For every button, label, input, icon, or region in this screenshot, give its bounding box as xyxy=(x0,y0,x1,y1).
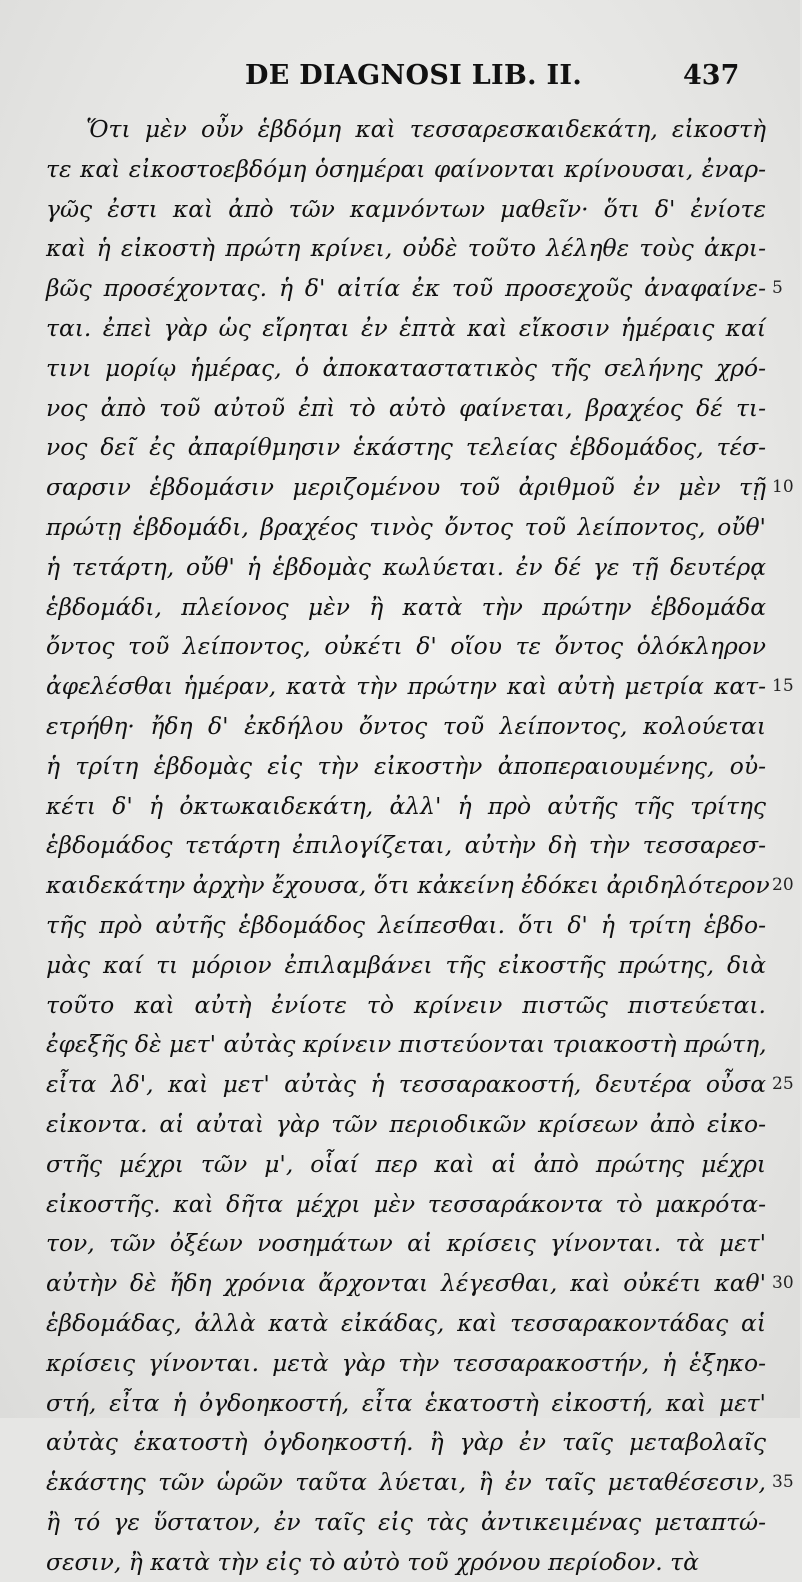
text-line-content: νος δεῖ ἐς ἀπαρίθμησιν ἑκάστης τελείας ἑβδομάδος, τέσ- xyxy=(46,433,766,462)
text-line-content: ἑβδομάδας, ἀλλὰ κατὰ εἰκάδας, καὶ τεσσαρακοντάδας αἱ xyxy=(46,1308,766,1337)
line-number-marker: 10 xyxy=(772,477,794,498)
text-line-content: αὐτὴν δὲ ἤδη χρόνια ἄρχονται λέγεσθαι, καὶ οὐκέτι καθ' xyxy=(46,1269,766,1298)
text-line xyxy=(46,1423,766,1463)
text-line-content: Ὅτι μὲν οὖν ἑβδόμη καὶ τεσσαρεσκαιδεκάτη, εἰκοστὴ xyxy=(86,115,766,143)
text-line-content: τῆς πρὸ αὐτῆς ἑβδομάδος λείπεσθαι. ὅτι δ' ἡ τρίτη ἑβδο- xyxy=(46,910,766,939)
page-number: 437 xyxy=(683,60,740,91)
running-title: DE DIAGNOSI LIB. II. xyxy=(245,60,583,91)
text-line-content: βῶς προσέχοντας. ἡ δ' αἰτία ἐκ τοῦ προσεχοῦς ἀναφαίνε- xyxy=(46,274,766,303)
text-line-content: ἡ τετάρτη, οὔθ' ἡ ἑβδομὰς κωλύεται. ἐν δέ γε τῇ δευτέρᾳ xyxy=(46,552,766,581)
page-header xyxy=(0,58,800,98)
text-line-content: στῆς μέχρι τῶν μ', οἷαί περ καὶ αἱ ἀπὸ πρώτης μέχρι xyxy=(46,1149,766,1178)
text-line xyxy=(46,150,766,190)
text-line-content: καιδεκάτην ἀρχὴν ἔχουσα, ὅτι κἀκείνη ἐδόκει ἀριδηλότερον xyxy=(46,871,770,900)
text-line xyxy=(46,906,766,946)
text-line-content: εἰκοστῆς. καὶ δῆτα μέχρι μὲν τεσσαράκοντα τὸ μακρότα- xyxy=(46,1189,766,1218)
line-number-marker: 35 xyxy=(772,1472,794,1493)
line-number-marker: 25 xyxy=(772,1074,794,1095)
text-line-content: στή, εἶτα ἡ ὀγδοηκοστή, εἶτα ἑκατοστὴ εἰκοστή, καὶ μετ' xyxy=(46,1388,766,1417)
text-line xyxy=(46,667,794,707)
text-line xyxy=(46,946,766,986)
text-line-content: ὄντος τοῦ λείποντος, οὐκέτι δ' οἵου τε ὄντος ὁλόκληρον xyxy=(46,632,766,661)
text-line xyxy=(46,866,794,906)
text-line xyxy=(46,1264,794,1304)
text-line xyxy=(46,548,766,588)
text-line-content: τοῦτο καὶ αὐτὴ ἐνίοτε τὸ κρίνειν πιστῶς πιστεύεται. xyxy=(46,990,766,1019)
text-line xyxy=(46,1185,766,1225)
text-line xyxy=(46,588,766,628)
text-line-content: σαρσιν ἑβδομάσιν μεριζομένου τοῦ ἀριθμοῦ ἐν μὲν τῇ xyxy=(46,473,766,502)
text-line-content: τον, τῶν ὀξέων νοσημάτων αἱ κρίσεις γίνονται. τὰ μετ' xyxy=(46,1229,766,1258)
text-line-content: ἑκάστης τῶν ὡρῶν ταῦτα λύεται, ἢ ἐν ταῖς μεταθέσεσιν, xyxy=(46,1468,766,1497)
text-line xyxy=(46,229,766,269)
text-line xyxy=(46,190,766,230)
text-line-content: ἀφελέσθαι ἡμέραν, κατὰ τὴν πρώτην καὶ αὐτὴ μετρία κατ- xyxy=(46,672,766,701)
text-line xyxy=(46,707,766,747)
text-line xyxy=(46,1025,766,1065)
text-line xyxy=(46,508,766,548)
text-line xyxy=(46,1065,794,1105)
line-number-marker: 5 xyxy=(772,278,783,299)
text-line xyxy=(46,1105,766,1145)
text-line xyxy=(46,389,766,429)
text-line xyxy=(46,1503,766,1543)
line-number-marker: 30 xyxy=(772,1273,794,1294)
text-line-content: ἐφεξῆς δὲ μετ' αὐτὰς κρίνειν πιστεύονται τριακοστὴ πρώτη, xyxy=(46,1030,767,1059)
text-line xyxy=(46,269,783,309)
line-number-marker: 20 xyxy=(772,875,794,896)
text-line-content: καὶ ἡ εἰκοστὴ πρώτη κρίνει, οὐδὲ τοῦτο λέληθε τοὺς ἀκρι- xyxy=(46,234,766,263)
text-line xyxy=(46,1344,766,1384)
text-line xyxy=(46,428,766,468)
text-line-content: ἑβδομάδι, πλείονος μὲν ἢ κατὰ τὴν πρώτην ἑβδομάδα xyxy=(46,592,766,621)
text-line-content: νος ἀπὸ τοῦ αὐτοῦ ἐπὶ τὸ αὐτὸ φαίνεται, βραχέος δέ τι- xyxy=(46,393,766,422)
text-line-content: κρίσεις γίνονται. μετὰ γὰρ τὴν τεσσαρακοστήν, ἡ ἑξηκο- xyxy=(46,1348,766,1377)
text-line-content: εἶτα λδ', καὶ μετ' αὐτὰς ἡ τεσσαρακοστή, δευτέρα οὖσα xyxy=(46,1070,766,1099)
text-line-content: ἑβδομάδος τετάρτη ἐπιλογίζεται, αὐτὴν δὴ τὴν τεσσαρεσ- xyxy=(46,831,766,860)
text-line xyxy=(46,1384,766,1424)
body-text xyxy=(46,110,794,1582)
text-line xyxy=(46,1304,766,1344)
text-line xyxy=(46,309,766,349)
text-line xyxy=(46,826,766,866)
text-line-content: ετρήθη· ἤδη δ' ἐκδήλου ὄντος τοῦ λείποντος, κολούεται xyxy=(46,711,766,740)
text-line-content: ται. ἐπεὶ γὰρ ὡς εἴρηται ἐν ἑπτὰ καὶ εἴκοσιν ἡμέραις καί xyxy=(46,313,766,342)
text-line xyxy=(46,1543,766,1582)
text-line-content: τινι μορίῳ ἡμέρας, ὁ ἀποκαταστατικὸς τῆς σελήνης χρό- xyxy=(46,353,766,382)
line-number-marker: 15 xyxy=(772,676,794,697)
text-line-content: ἢ τό γε ὕστατον, ἐν ταῖς εἰς τὰς ἀντικειμένας μεταπτώ- xyxy=(46,1507,766,1536)
text-line-content: εἰκοντα. αἱ αὐταὶ γὰρ τῶν περιοδικῶν κρίσεων ἀπὸ εἰκο- xyxy=(46,1109,766,1138)
text-line xyxy=(46,787,766,827)
text-line-content: κέτι δ' ἡ ὀκτωκαιδεκάτη, ἀλλ' ἡ πρὸ αὐτῆς τῆς τρίτης xyxy=(46,791,766,820)
text-line-content: σεσιν, ἢ κατὰ τὴν εἰς τὸ αὐτὸ τοῦ χρόνου περίοδον. τὰ xyxy=(46,1547,699,1576)
text-line xyxy=(46,349,766,389)
text-line xyxy=(46,110,766,150)
text-line-content: ἡ τρίτη ἑβδομὰς εἰς τὴν εἰκοστὴν ἀποπεραιουμένης, οὐ- xyxy=(46,751,766,780)
text-line xyxy=(46,986,766,1026)
text-line-content: τε καὶ εἰκοστοεβδόμη ὁσημέραι φαίνονται κρίνουσαι, ἐναρ- xyxy=(46,154,766,183)
text-line xyxy=(46,1463,794,1503)
text-line xyxy=(46,1224,766,1264)
text-line xyxy=(46,627,766,667)
text-line-content: γῶς ἐστι καὶ ἀπὸ τῶν καμνόντων μαθεῖν· ὅτι δ' ἐνίοτε xyxy=(46,194,766,223)
text-line-content: πρώτῃ ἑβδομάδι, βραχέος τινὸς ὄντος τοῦ λείποντος, οὔθ' xyxy=(46,512,766,541)
text-line-content: αὐτὰς ἑκατοστὴ ὀγδοηκοστή. ἢ γὰρ ἐν ταῖς μεταβολαῖς xyxy=(46,1428,766,1457)
text-line-content: μὰς καί τι μόριον ἐπιλαμβάνει τῆς εἰκοστῆς πρώτης, διὰ xyxy=(46,950,766,979)
text-line xyxy=(46,1145,766,1185)
text-line xyxy=(46,747,766,787)
text-line xyxy=(46,468,794,508)
